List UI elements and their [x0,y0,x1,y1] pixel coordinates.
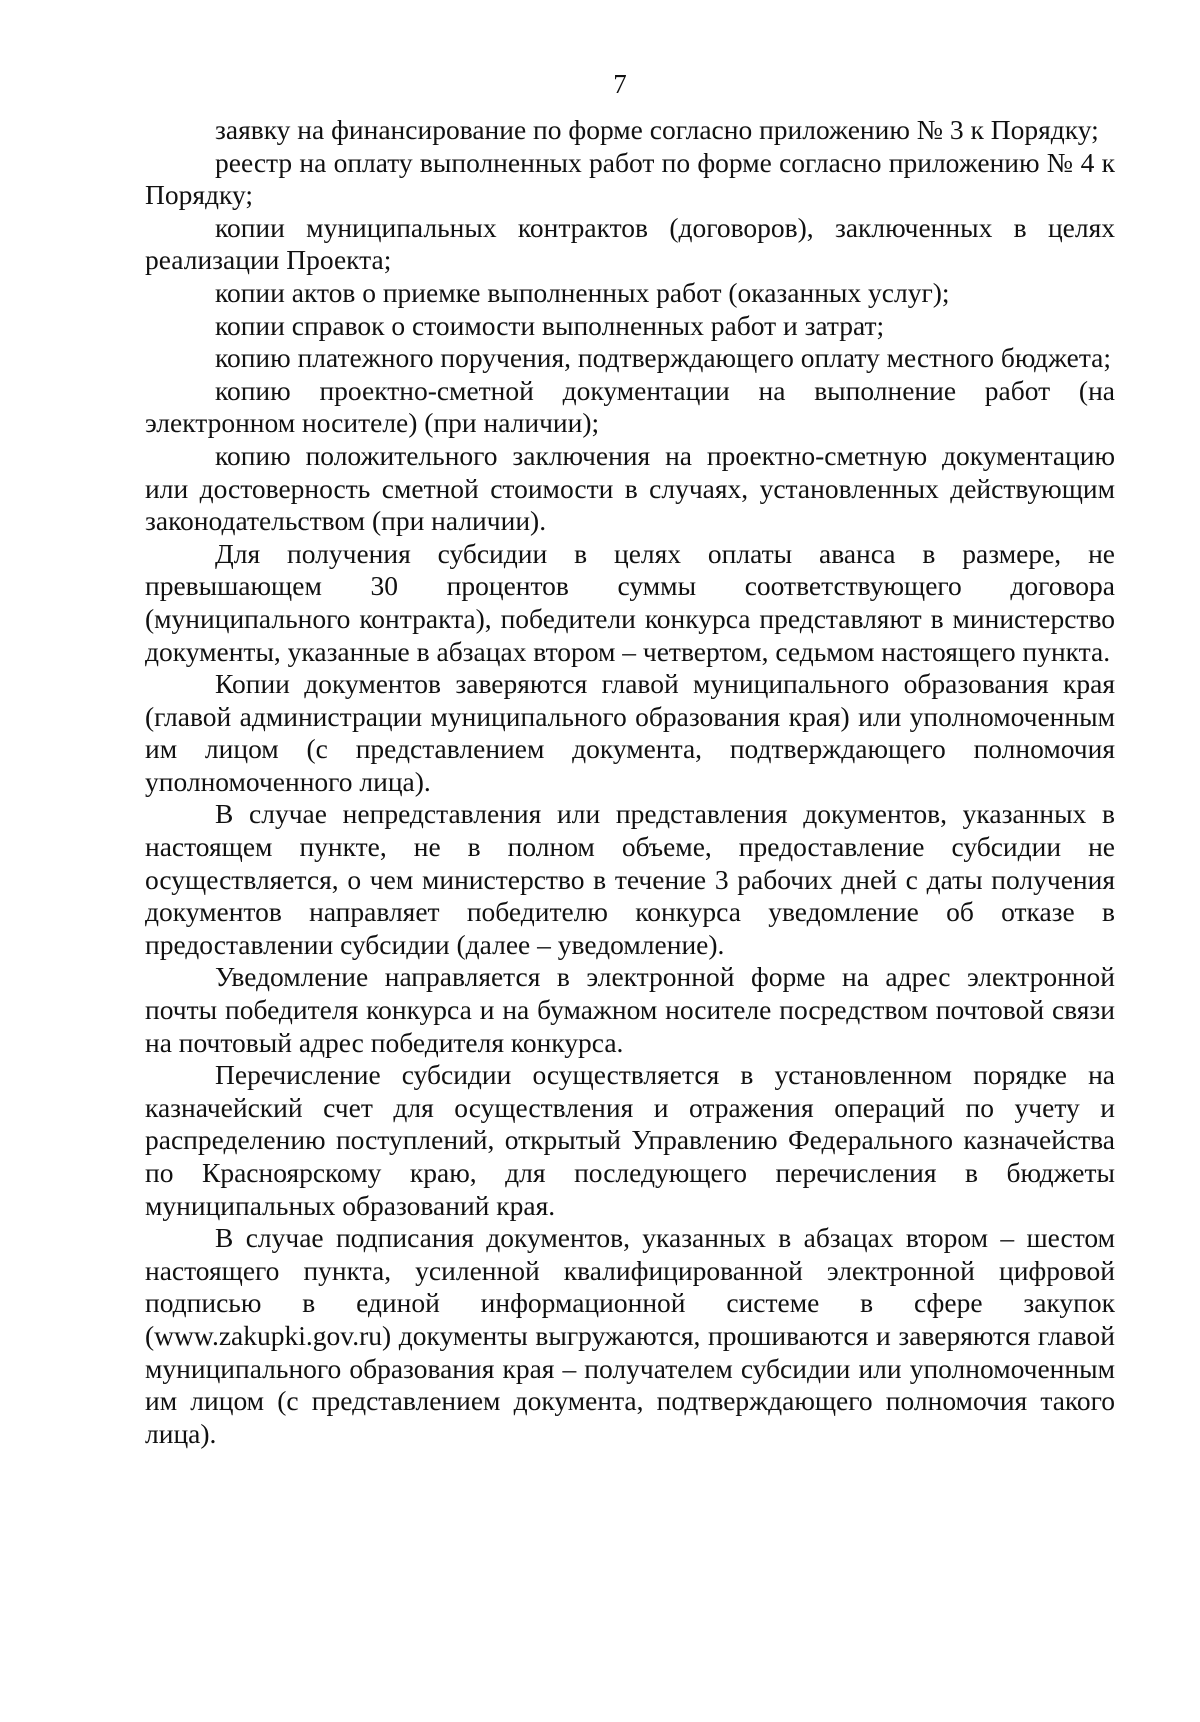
paragraph-payment-order: копию платежного поручения, подтверждающего оплату местного бюджета; [215,342,1112,374]
paragraph-payment-register: реестр на оплату выполненных работ по форме согласно приложению № 4 к Порядку; [145,146,1115,211]
document-body [145,114,1115,1450]
paragraph-advance-payment: Для получения субсидии в целях оплаты аванса в размере, не превышающем 30 процентов суммы соответствующего договора (муниципального контракта), победители конкурса представляют в министерство документы, указанные в абзацах втором – четвертом, седьмом настоящего пункта. [145,537,1115,667]
paragraph-subsidy-transfer: Перечисление субсидии осуществляется в установленном порядке на казначейский счет для осуществления и отражения операций по учету и распределению поступлений, открытый Управлению Федерального казначейства по Красноярскому краю, для последующего перечисления в бюджеты муниципальных образований края. [145,1059,1115,1221]
paragraph-document-certification: Копии документов заверяются главой муниципального образования края (главой администрации муниципального образования края) или уполномоченным им лицом (с представлением документа, подтверждающего полномочия уполномоченного лица). [145,668,1115,797]
paragraph-acceptance-acts: копии актов о приемке выполненных работ (оказанных услуг); [215,276,950,308]
page-number: 7 [613,69,627,99]
paragraph-cost-certificates: копии справок о стоимости выполненных работ и затрат; [215,309,885,341]
paragraph-funding-request: заявку на финансирование по форме согласно приложению № 3 к Порядку; [215,114,1099,145]
paragraph-positive-conclusion: копию положительного заключения на проектно-сметную документацию или достоверность сметной стоимости в случаях, установленных действующим законодательством (при наличии). [145,439,1115,537]
paragraph-notification: Уведомление направляется в электронной форме на адрес электронной почты победителя конкурса и на бумажном носителе посредством почтовой связи на почтовый адрес победителя конкурса. [145,961,1115,1058]
paragraph-contract-copies: копии муниципальных контрактов (договоров), заключенных в целях реализации Проекта; [145,211,1115,276]
paragraph-non-submission: В случае непредставления или представления документов, указанных в настоящем пункте, не в полном объеме, предоставление субсидии не осуществляется, о чем министерство в течение 3 рабочих дней с даты получения документов направляет победителю конкурса уведомление об отказе в предоставлении субсидии (далее – уведомление). [145,798,1115,960]
paragraph-electronic-signature: В случае подписания документов, указанных в абзацах втором – шестом настоящего пункта, усиленной квалифицированной электронной цифровой подписью в единой информационной системе в сфере закупок (www.zakupki.gov.ru) документы выгружаются, прошиваются и заверяются главой муниципального образования края – получателем субсидии или уполномоченным им лицом (с представлением документа, подтверждающего полномочия такого лица). [145,1222,1115,1449]
paragraph-design-documentation: копию проектно-сметной документации на выполнение работ (на электронном носителе) (при наличии); [145,374,1115,439]
